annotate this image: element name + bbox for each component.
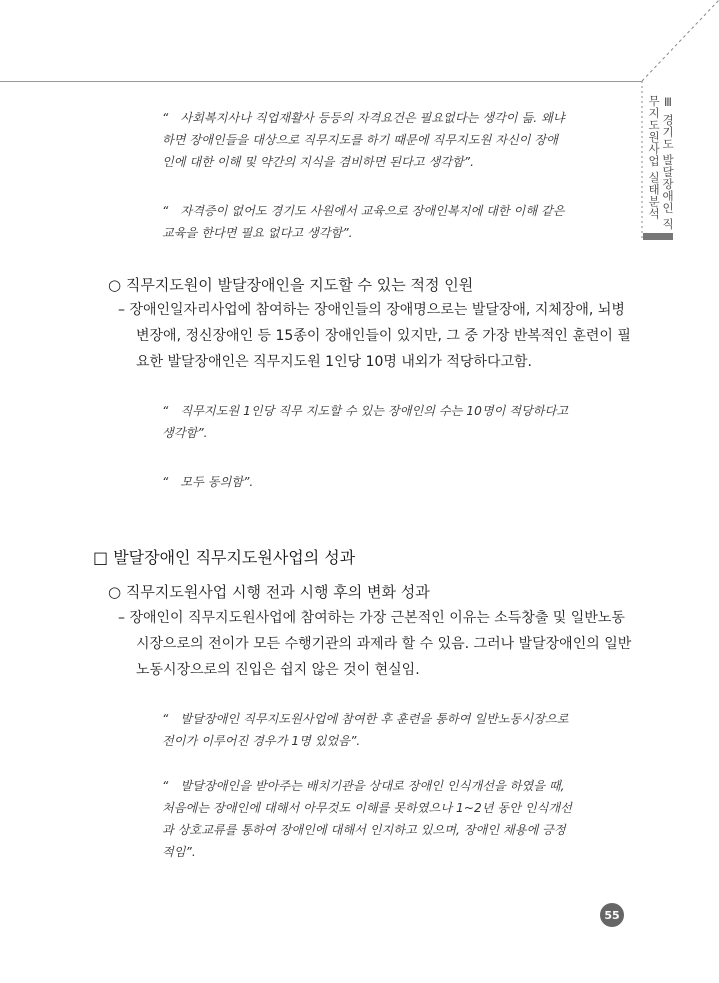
quote-line: “ 직무지도원 1인당 직무 지도할 수 있는 장애인의 수는 10명이 적당하다고 bbox=[162, 404, 569, 418]
quote-mark: “ bbox=[162, 204, 169, 218]
quote-line: 생각함”. bbox=[162, 426, 208, 440]
paragraph-line: 요한 발달장애인은 직무지도원 1인당 10명 내외가 적당하다고함. bbox=[136, 354, 532, 370]
quote-line: 과 상호교류를 통하여 장애인에 대해서 인지하고 있으며, 장애인 채용에 긍정 bbox=[162, 823, 566, 837]
quote-block bbox=[162, 471, 602, 493]
paragraph-line: 노동시장으로의 진입은 쉽지 않은 것이 현실임. bbox=[136, 662, 420, 678]
quote-mark: “ bbox=[162, 404, 169, 418]
paragraph-line: – 장애인일자리사업에 참여하는 장애인들의 장애명으로는 발달장애, 지체장애, 뇌병 bbox=[118, 302, 625, 318]
section-title: □ 발달장애인 직무지도원사업의 성과 bbox=[93, 548, 356, 567]
body-paragraph bbox=[118, 297, 631, 375]
quote-block bbox=[162, 775, 602, 863]
quote-block bbox=[162, 400, 602, 444]
chapter-side-tab: Ⅲ 경기도 발달장애인 직무지도원사업 실태분석 bbox=[647, 95, 675, 230]
quote-mark: “ bbox=[162, 712, 169, 726]
quote-mark: “ bbox=[162, 475, 169, 489]
quote-block bbox=[162, 107, 602, 173]
quote-line: 적임”. bbox=[162, 845, 196, 859]
chapter-side-tab-bar bbox=[643, 233, 673, 240]
quote-mark: “ bbox=[162, 111, 169, 125]
quote-mark: “ bbox=[162, 779, 169, 793]
quote-line: “ 모두 동의함”. bbox=[162, 475, 254, 489]
quote-line: 전이가 이루어진 경우가 1명 있었음”. bbox=[162, 734, 361, 748]
section-heading: ○ 직무지도원이 발달장애인을 지도할 수 있는 적정 인원 bbox=[108, 276, 474, 294]
section-heading: ○ 직무지도원사업 시행 전과 시행 후의 변화 성과 bbox=[108, 583, 430, 601]
quote-block bbox=[162, 708, 602, 752]
body-paragraph bbox=[118, 605, 631, 683]
quote-block bbox=[162, 200, 602, 244]
quote-line: 교육을 한다면 필요 없다고 생각함”. bbox=[162, 226, 353, 240]
paragraph-line: 변장애, 정신장애인 등 15종이 장애인들이 있지만, 그 중 가장 반복적인 훈련이 필 bbox=[136, 328, 631, 344]
paragraph-line: 시장으로의 전이가 모든 수행기관의 과제라 할 수 있음. 그러나 발달장애인의 일반 bbox=[136, 636, 632, 652]
quote-line: 하면 장애인들을 대상으로 직무지도를 하기 때문에 직무지도원 자신이 장애 bbox=[162, 133, 558, 147]
paragraph-line: – 장애인이 직무지도원사업에 참여하는 가장 근본적인 이유는 소득창출 및 일반노동 bbox=[118, 610, 625, 626]
header-rule bbox=[0, 81, 642, 82]
quote-line: 인에 대한 이해 및 약간의 지식을 겸비하면 된다고 생각함”. bbox=[162, 155, 474, 169]
quote-line: “ 발달장애인을 받아주는 배치기관을 상대로 장애인 인식개선을 하였을 때, bbox=[162, 779, 565, 793]
quote-line: “ 자격증이 없어도 경기도 사원에서 교육으로 장애인복지에 대한 이해 같은 bbox=[162, 204, 565, 218]
quote-line: “ 사회복지사나 직업재활사 등등의 자격요건은 필요없다는 생각이 듦. 왜냐 bbox=[162, 111, 565, 125]
quote-line: “ 발달장애인 직무지도원사업에 참여한 후 훈련을 통하여 일반노동시장으로 bbox=[162, 712, 569, 726]
quote-line: 처음에는 장애인에 대해서 아무것도 이해를 못하였으나 1~2년 동안 인식개선 bbox=[162, 801, 572, 815]
page-number-badge: 55 bbox=[600, 903, 624, 927]
